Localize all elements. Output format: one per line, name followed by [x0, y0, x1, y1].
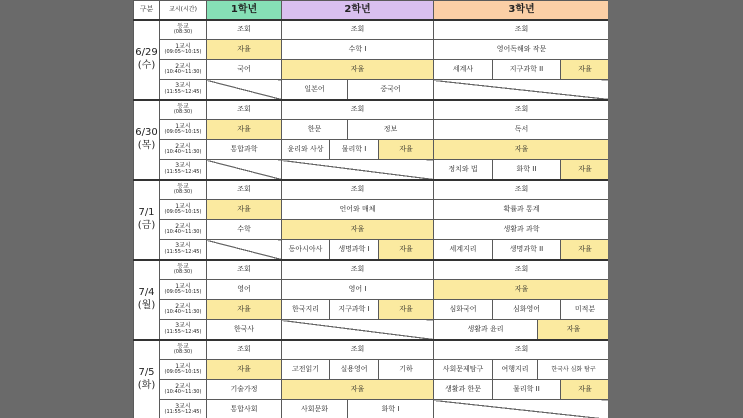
cell: 화학 II [493, 160, 561, 180]
cell: 영어독해와 작문 [434, 40, 609, 60]
empty-slot [282, 320, 434, 340]
cell: 자율 [207, 40, 282, 60]
cell: 자율 [434, 280, 609, 300]
cell: 조회 [434, 260, 609, 280]
cell: 수학 I [282, 40, 434, 60]
day-cell: 7/4 (월) [134, 260, 160, 340]
table-row [134, 300, 609, 320]
empty-slot [434, 400, 609, 418]
cell: 물리학 I [330, 140, 379, 160]
period-cell: 2교시 (10:40~11:30) [160, 300, 207, 320]
cell: 자율 [282, 380, 434, 400]
cell: 심화영어 [493, 300, 561, 320]
table-row [134, 320, 609, 340]
cell: 확률과 통계 [434, 200, 609, 220]
cell: 자율 [379, 140, 434, 160]
day-cell: 6/29 (수) [134, 20, 160, 100]
cell: 생활과 한문 [434, 380, 493, 400]
cell: 조회 [282, 340, 434, 360]
header-category: 구분 [134, 1, 160, 20]
period-cell: 2교시 (10:40~11:30) [160, 380, 207, 400]
background-left [0, 0, 133, 418]
period-cell: 등교 (08:30) [160, 260, 207, 280]
table-row [134, 100, 609, 120]
table-row [134, 220, 609, 240]
period-cell: 1교시 (09:05~10:15) [160, 40, 207, 60]
cell: 조회 [434, 340, 609, 360]
table-row [134, 120, 609, 140]
cell: 생활과 과학 [434, 220, 609, 240]
background-right [608, 0, 743, 418]
period-cell: 2교시 (10:40~11:30) [160, 140, 207, 160]
timetable-sheet [133, 0, 608, 418]
cell: 생명과학 II [493, 240, 561, 260]
cell: 윤리와 사상 [282, 140, 330, 160]
day-cell: 7/5 (화) [134, 340, 160, 418]
cell: 자율 [561, 240, 609, 260]
cell: 조회 [207, 100, 282, 120]
table-row [134, 240, 609, 260]
empty-slot [207, 160, 282, 180]
cell: 중국어 [348, 80, 434, 100]
table-row [134, 40, 609, 60]
cell: 자율 [561, 160, 609, 180]
period-cell: 2교시 (10:40~11:30) [160, 60, 207, 80]
period-cell: 1교시 (09:05~10:15) [160, 120, 207, 140]
header-period: 교시(시간) [160, 1, 207, 20]
cell: 동아시아사 [282, 240, 330, 260]
cell: 세계지리 [434, 240, 493, 260]
cell: 정치와 법 [434, 160, 493, 180]
period-cell: 등교 (08:30) [160, 180, 207, 200]
table-row [134, 20, 609, 40]
cell: 사회문화 [282, 400, 348, 418]
table-row [134, 340, 609, 360]
cell: 언어와 매체 [282, 200, 434, 220]
cell: 생명과학 I [330, 240, 379, 260]
cell: 실용영어 [330, 360, 379, 380]
cell: 한국사 심화 탐구 [538, 360, 609, 380]
period-cell: 3교시 (11:55~12:45) [160, 320, 207, 340]
cell: 영어 [207, 280, 282, 300]
cell: 조회 [207, 180, 282, 200]
period-cell: 등교 (08:30) [160, 100, 207, 120]
cell: 조회 [434, 100, 609, 120]
cell: 일본어 [282, 80, 348, 100]
cell: 한문 [282, 120, 348, 140]
cell: 화학 I [348, 400, 434, 418]
table-row [134, 380, 609, 400]
empty-slot [207, 80, 282, 100]
cell: 지구과학 II [493, 60, 561, 80]
cell: 조회 [282, 20, 434, 40]
cell: 사회문제탐구 [434, 360, 493, 380]
cell: 생활과 윤리 [434, 320, 538, 340]
cell: 조회 [282, 180, 434, 200]
cell: 조회 [207, 20, 282, 40]
cell: 통합과학 [207, 140, 282, 160]
period-cell: 3교시 (11:55~12:45) [160, 80, 207, 100]
day-cell: 6/30 (목) [134, 100, 160, 180]
cell: 한국사 [207, 320, 282, 340]
period-cell: 3교시 (11:55~12:45) [160, 240, 207, 260]
cell: 조회 [282, 100, 434, 120]
empty-slot [434, 80, 609, 100]
cell: 자율 [282, 220, 434, 240]
table-row [134, 160, 609, 180]
period-cell: 3교시 (11:55~12:45) [160, 160, 207, 180]
cell: 조회 [207, 340, 282, 360]
cell: 자율 [561, 60, 609, 80]
period-cell: 1교시 (09:05~10:15) [160, 360, 207, 380]
cell: 심화국어 [434, 300, 493, 320]
cell: 세계사 [434, 60, 493, 80]
empty-slot [207, 240, 282, 260]
table-row [134, 280, 609, 300]
cell: 미적분 [561, 300, 609, 320]
cell: 통합사회 [207, 400, 282, 418]
cell: 고전읽기 [282, 360, 330, 380]
cell: 자율 [207, 200, 282, 220]
cell: 자율 [538, 320, 609, 340]
table-row [134, 180, 609, 200]
cell: 자율 [207, 360, 282, 380]
cell: 한국지리 [282, 300, 330, 320]
table-row [134, 80, 609, 100]
cell: 자율 [561, 380, 609, 400]
cell: 자율 [434, 140, 609, 160]
cell: 자율 [379, 300, 434, 320]
cell: 기하 [379, 360, 434, 380]
cell: 기술가정 [207, 380, 282, 400]
table-row [134, 260, 609, 280]
cell: 영어 I [282, 280, 434, 300]
period-cell: 1교시 (09:05~10:15) [160, 280, 207, 300]
header-row [134, 1, 609, 20]
cell: 여행지리 [493, 360, 538, 380]
empty-slot [282, 160, 434, 180]
cell: 조회 [434, 180, 609, 200]
table-row [134, 360, 609, 380]
header-grade1: 1학년 [207, 1, 282, 20]
cell: 수학 [207, 220, 282, 240]
cell: 물리학 II [493, 380, 561, 400]
cell: 지구과학 I [330, 300, 379, 320]
exam-timetable [133, 0, 608, 418]
cell: 정보 [348, 120, 434, 140]
table-row [134, 60, 609, 80]
cell: 조회 [434, 20, 609, 40]
period-cell: 등교 (08:30) [160, 20, 207, 40]
cell: 자율 [379, 240, 434, 260]
period-cell: 1교시 (09:05~10:15) [160, 200, 207, 220]
header-grade3: 3학년 [434, 1, 609, 20]
day-cell: 7/1 (금) [134, 180, 160, 260]
cell: 자율 [207, 300, 282, 320]
table-row [134, 400, 609, 418]
period-cell: 3교시 (11:55~12:45) [160, 400, 207, 418]
cell: 국어 [207, 60, 282, 80]
table-row [134, 200, 609, 220]
cell: 자율 [207, 120, 282, 140]
period-cell: 등교 (08:30) [160, 340, 207, 360]
cell: 조회 [207, 260, 282, 280]
header-grade2: 2학년 [282, 1, 434, 20]
period-cell: 2교시 (10:40~11:30) [160, 220, 207, 240]
cell: 조회 [282, 260, 434, 280]
cell: 자율 [282, 60, 434, 80]
table-row [134, 140, 609, 160]
cell: 독서 [434, 120, 609, 140]
